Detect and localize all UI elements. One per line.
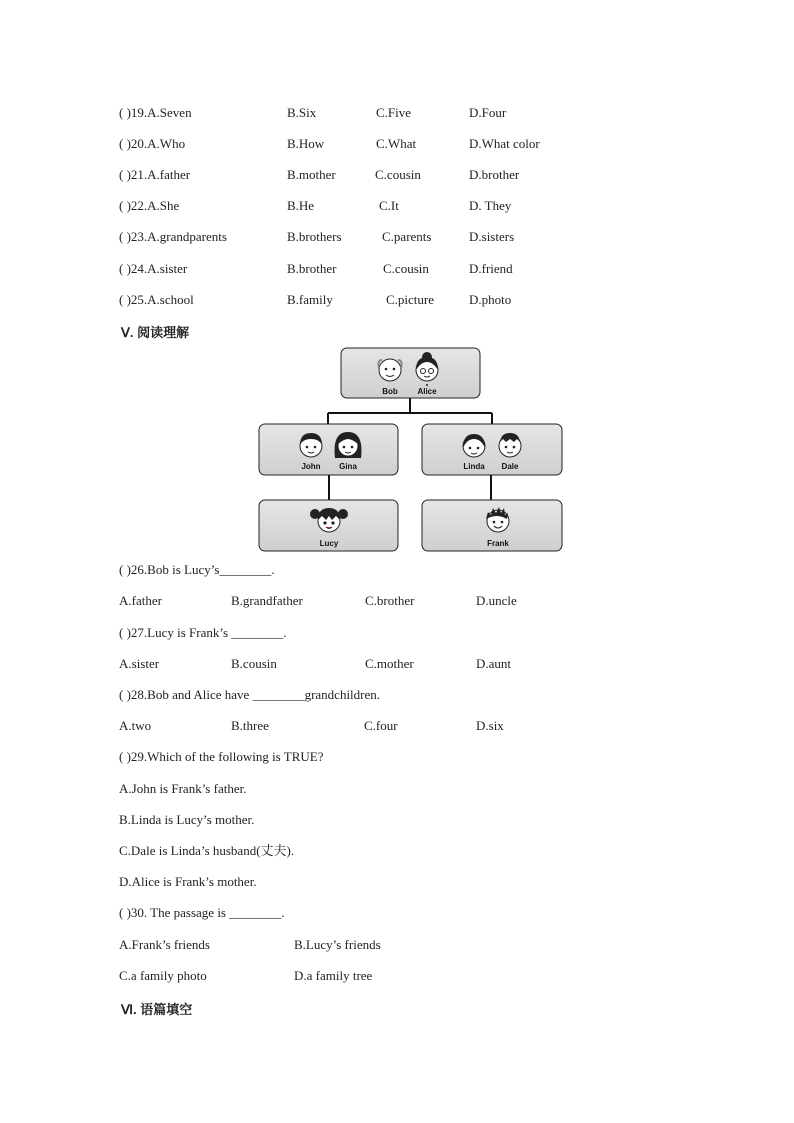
question-22-option-b: B.He xyxy=(287,198,315,213)
linda-label: Linda xyxy=(463,462,485,471)
question-21-option-a: ( )21.A.father xyxy=(119,167,191,182)
bob-face-icon xyxy=(378,359,401,381)
question-19-option-c: C.Five xyxy=(376,105,412,120)
question-29-option-b: B.Linda is Lucy’s mother. xyxy=(119,812,255,827)
question-30-option-b: B.Lucy’s friends xyxy=(294,937,381,952)
question-21-option-c: C.cousin xyxy=(375,167,421,182)
bob-label: Bob xyxy=(382,387,398,396)
question-21-option-d: D.brother xyxy=(469,167,520,182)
question-22-option-d: D. They xyxy=(469,198,512,213)
question-23-option-c: C.parents xyxy=(382,229,432,244)
question-28-option-d: D.six xyxy=(476,718,504,733)
question-28-option-c: C.four xyxy=(364,718,398,733)
frank-label: Frank xyxy=(487,539,509,548)
question-27-option-a: A.sister xyxy=(119,656,160,671)
question-28-stem: ( )28.Bob and Alice have ________grandchildren. xyxy=(119,687,381,702)
question-20-option-b: B.How xyxy=(287,136,325,151)
lucy-label: Lucy xyxy=(319,539,339,548)
question-24-option-c: C.cousin xyxy=(383,261,429,276)
john-face-icon xyxy=(300,433,322,457)
question-26-option-c: C.brother xyxy=(365,593,415,608)
question-23-option-b: B.brothers xyxy=(287,229,342,244)
question-25-option-d: D.photo xyxy=(469,292,512,307)
question-19-option-a: ( )19.A.Seven xyxy=(119,105,192,120)
dale-label: Dale xyxy=(501,462,519,471)
question-28-option-a: A.two xyxy=(119,718,152,733)
question-21-option-b: B.mother xyxy=(287,167,336,182)
question-26-option-a: A.father xyxy=(119,593,162,608)
question-22-option-c: C.It xyxy=(379,198,399,213)
question-25-option-a: ( )25.A.school xyxy=(119,292,194,307)
question-24-option-d: D.friend xyxy=(469,261,513,276)
question-19-option-d: D.Four xyxy=(469,105,507,120)
question-25-option-b: B.family xyxy=(287,292,333,307)
question-24-option-a: ( )24.A.sister xyxy=(119,261,188,276)
section-5-heading: Ⅴ. 阅读理解 xyxy=(121,325,190,340)
question-29-stem: ( )29.Which of the following is TRUE? xyxy=(119,749,324,764)
question-29-option-a: A.John is Frank’s father. xyxy=(119,781,247,796)
gina-face-icon xyxy=(335,432,362,458)
question-19-option-b: B.Six xyxy=(287,105,317,120)
right-child-box xyxy=(422,500,562,551)
question-23-option-d: D.sisters xyxy=(469,229,515,244)
grandparents-box xyxy=(341,348,480,398)
question-27-stem: ( )27.Lucy is Frank’s ________. xyxy=(119,625,287,640)
gina-label: Gina xyxy=(339,462,357,471)
question-30-option-c: C.a family photo xyxy=(119,968,207,983)
question-30-option-d: D.a family tree xyxy=(294,968,373,983)
question-25-option-c: C.picture xyxy=(386,292,435,307)
left-child-box xyxy=(259,500,398,551)
question-27-option-c: C.mother xyxy=(365,656,414,671)
question-28-option-b: B.three xyxy=(231,718,269,733)
question-29-option-c: C.Dale is Linda’s husband(丈夫). xyxy=(119,843,295,858)
alice-label: Alice xyxy=(417,387,437,396)
question-26-option-b: B.grandfather xyxy=(231,593,303,608)
question-26-option-d: D.uncle xyxy=(476,593,517,608)
question-27-option-d: D.aunt xyxy=(476,656,512,671)
question-24-option-b: B.brother xyxy=(287,261,337,276)
dale-face-icon xyxy=(499,433,521,457)
left-parents-box xyxy=(259,424,398,475)
question-20-option-c: C.What xyxy=(376,136,417,151)
section-6-heading: Ⅵ. 语篇填空 xyxy=(121,1002,193,1017)
question-29-option-d: D.Alice is Frank’s mother. xyxy=(119,874,257,889)
family-tree-diagram xyxy=(256,345,568,555)
question-30-stem: ( )30. The passage is ________. xyxy=(119,905,285,920)
question-26-stem: ( )26.Bob is Lucy’s________. xyxy=(119,562,275,577)
question-27-option-b: B.cousin xyxy=(231,656,277,671)
linda-face-icon xyxy=(463,434,485,457)
question-22-option-a: ( )22.A.She xyxy=(119,198,180,213)
right-parents-box xyxy=(422,424,562,475)
question-23-option-a: ( )23.A.grandparents xyxy=(119,229,227,244)
question-20-option-d: D.What color xyxy=(469,136,540,151)
question-30-option-a: A.Frank’s friends xyxy=(119,937,210,952)
john-label: John xyxy=(301,462,321,471)
question-20-option-a: ( )20.A.Who xyxy=(119,136,186,151)
